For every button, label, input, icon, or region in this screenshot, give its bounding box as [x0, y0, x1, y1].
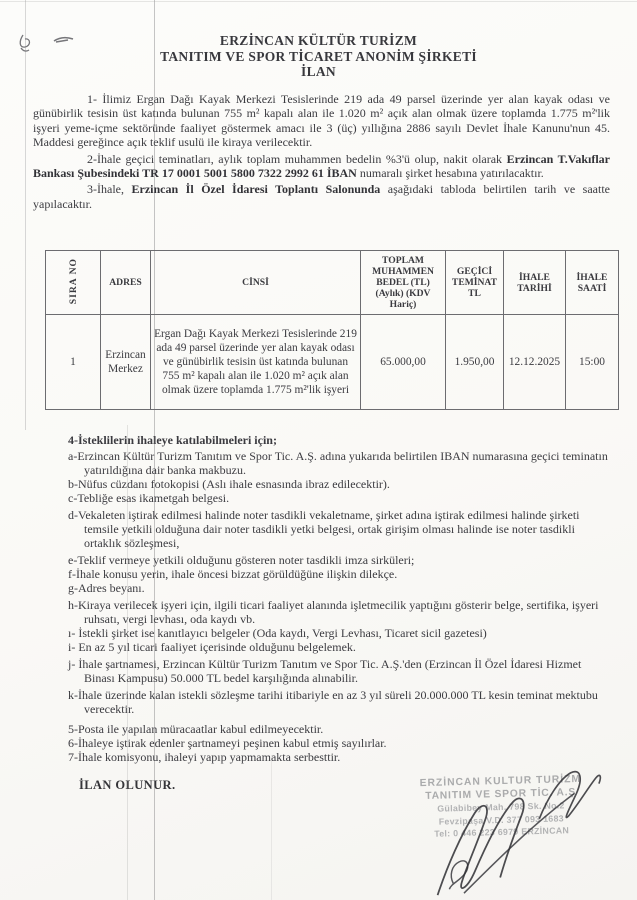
list-item-b: b-Nüfus cüzdanı fotokopisi (Aslı ihale esnasında ibraz edilecektir). [68, 477, 390, 491]
stamp-line-3: Gülabibey Mah. 798 Sk. No.2 [437, 800, 565, 814]
title-line-3: İLAN [301, 64, 336, 79]
stamp-line-1: ERZİNCAN KULTUR TURİZM [419, 773, 582, 790]
header-ihale-tarihi: İHALE TARİHİ [504, 251, 566, 315]
header-sira-no-label: SIRA NO [67, 257, 79, 305]
tender-table [45, 250, 619, 410]
paragraph-2 [33, 152, 610, 181]
list-item-h: h-Kiraya verilecek işyeri için, ilgili ticari faaliyet alanında işletmecilik yaptığını gösterir belge, sertifika, işyeri ruhsatı, vergi levhası, oda kaydı vb. [68, 598, 599, 626]
fold-line-low [271, 755, 272, 900]
paragraph-3-tail: aşağıdaki tabloda belirtilen tarih ve saatte yapılacaktır. [33, 182, 610, 211]
title-line-1: ERZİNCAN KÜLTÜR TURİZM [219, 33, 418, 48]
header-sira-no [46, 251, 101, 315]
stamp-line-2: TANITIM VE SPOR TİC. A.Ş [425, 787, 577, 802]
paragraph-3-text: 3-İhale, [87, 182, 132, 197]
header-adres: ADRES [101, 251, 151, 315]
table-row [46, 315, 619, 410]
paragraph-2-text: 2-İhale geçici teminatları, aylık toplam muhammen bedelin %3'ü olup, nakit olarak [87, 151, 507, 166]
list-item-e: e-Teklif vermeye yetkili olduğunu gösteren noter tasdikli imza sirküleri; [68, 553, 415, 567]
stamp-line-5: Tel: 0 446 223 6979 ERZİNCAN [434, 825, 570, 839]
document-title [0, 33, 637, 80]
cell-ihale-saati: 15:00 [566, 315, 619, 410]
closing-statement: İLAN OLUNUR. [79, 778, 176, 792]
list-item-g: g-Adres beyanı. [68, 581, 145, 595]
list-item-i: i- En az 5 yıl ticari faaliyet içerisinde olduğunu belgelemek. [68, 640, 356, 654]
header-muhammen-bedel: TOPLAM MUHAMMEN BEDEL (TL) (Aylık) (KDV Hariç) [361, 251, 446, 315]
signature [408, 768, 608, 900]
conditions-section [68, 433, 614, 764]
cell-cinsi: Ergan Dağı Kayak Merkezi Tesislerinde 219 ada 49 parsel üzerinde yer alan kayak odası ve günübirlik tesisin üst katında bulunan 755 m² kapalı alan ile 1.020 m² açık alan olmak üzere toplamda 1.775 m²'lik işyeri [151, 315, 361, 410]
list-item-k: k-İhale üzerinde kalan istekli sözleşme tarihi itibariyle en az 3 yıl süreli 20.000.000 TL kesin teminat mektubu verecektir. [68, 688, 598, 716]
list-item-dotless-i: ı- İstekli şirket ise kanıtlayıcı belgeler (Oda kaydı, Vergi Levhası, Ticaret sicil gazetesi) [68, 626, 487, 640]
header-gecici-teminat: GEÇİCİ TEMİNAT TL [446, 251, 504, 315]
paragraph-1: 1- İlimiz Ergan Dağı Kayak Merkezi Tesislerinde 219 ada 49 parsel üzerinde yer alan kayak odası ve günübirlik tesisin üst katında bulunan 755 m² kapalı alan ile 1.020 m² açık alan olmak üzere toplamda 1.775 m²'lik işyeri yeme-içme sektöründe faaliyet göstermek amacı ile 3 (üç) yıllığına 2886 sayılı Devlet İhale Kanunu'nun 45. Maddesi gereğince açık teklif usulü ile kiraya verilecektir. [33, 92, 610, 150]
paragraph-3 [33, 182, 610, 211]
paragraph-2-iban: Erzincan T.Vakıflar Bankası Şubesindeki TR 17 0001 5001 5800 7322 2992 61 İBAN [33, 151, 610, 181]
list-item-6: 6-İhaleye iştirak edenler şartnameyi peşinen kabul etmiş sayılırlar. [68, 736, 387, 750]
section4-heading: 4-İsteklilerin ihaleye katılabilmeleri için; [68, 433, 277, 447]
scan-edge [0, 1, 637, 2]
cell-ihale-tarihi: 12.12.2025 [504, 315, 566, 410]
cell-gecici-teminat: 1.950,00 [446, 315, 504, 410]
list-item-j: j- İhale şartnamesi, Erzincan Kültür Turizm Tanıtım ve Spor Tic. A.Ş.'den (Erzincan İl Özel İdaresi Hizmet Binası Kampusu) 50.000 TL bedel karşılığında alınabilir. [68, 657, 582, 685]
stamp-line-4: Fevzipaşa V.D. 377 093 1683 [438, 812, 565, 827]
paragraph-2-tail: numaralı şirket hesabına yatırılacaktır. [356, 166, 544, 181]
list-item-f: f-İhale konusu yerin, ihale öncesi bizzat görüldüğüne ilişkin dilekçe. [68, 567, 398, 581]
paragraph-3-location: Erzincan İl Özel İdaresi Toplantı Salonunda [131, 182, 381, 197]
intro-paragraphs [33, 92, 610, 213]
list-item-a: a-Erzincan Kültür Turizm Tanıtım ve Spor Tic. A.Ş. adına yukarıda belirtilen IBAN numarasına geçici teminatın yatırıldığına dair banka makbuzu. [68, 449, 608, 477]
list-item-c: c-Tebliğe esas ikametgah belgesi. [68, 491, 230, 505]
list-item-d: d-Vekaleten iştirak edilmesi halinde noter tasdikli vekaletname, şirket adına iştirak edilmesi halinde şirketi temsile yetkili olduğuna dair noter tasdikli yetki belgesi, ortak girişim olması halinde ise noter tasdikli ortaklık sözleşmesi, [68, 508, 580, 550]
cell-adres: Erzincan Merkez [101, 315, 151, 410]
cell-sira-no: 1 [46, 315, 101, 410]
header-cinsi: CİNSİ [151, 251, 361, 315]
header-ihale-saati: İHALE SAATİ [566, 251, 619, 315]
cell-muhammen-bedel: 65.000,00 [361, 315, 446, 410]
list-item-7: 7-İhale komisyonu, ihaleyi yapıp yapmamakta serbesttir. [68, 750, 341, 764]
table-header-row [46, 251, 619, 315]
list-item-5: 5-Posta ile yapılan müracaatlar kabul edilmeyecektir. [68, 722, 324, 736]
title-line-2: TANITIM VE SPOR TİCARET ANONİM ŞİRKETİ [160, 48, 477, 64]
